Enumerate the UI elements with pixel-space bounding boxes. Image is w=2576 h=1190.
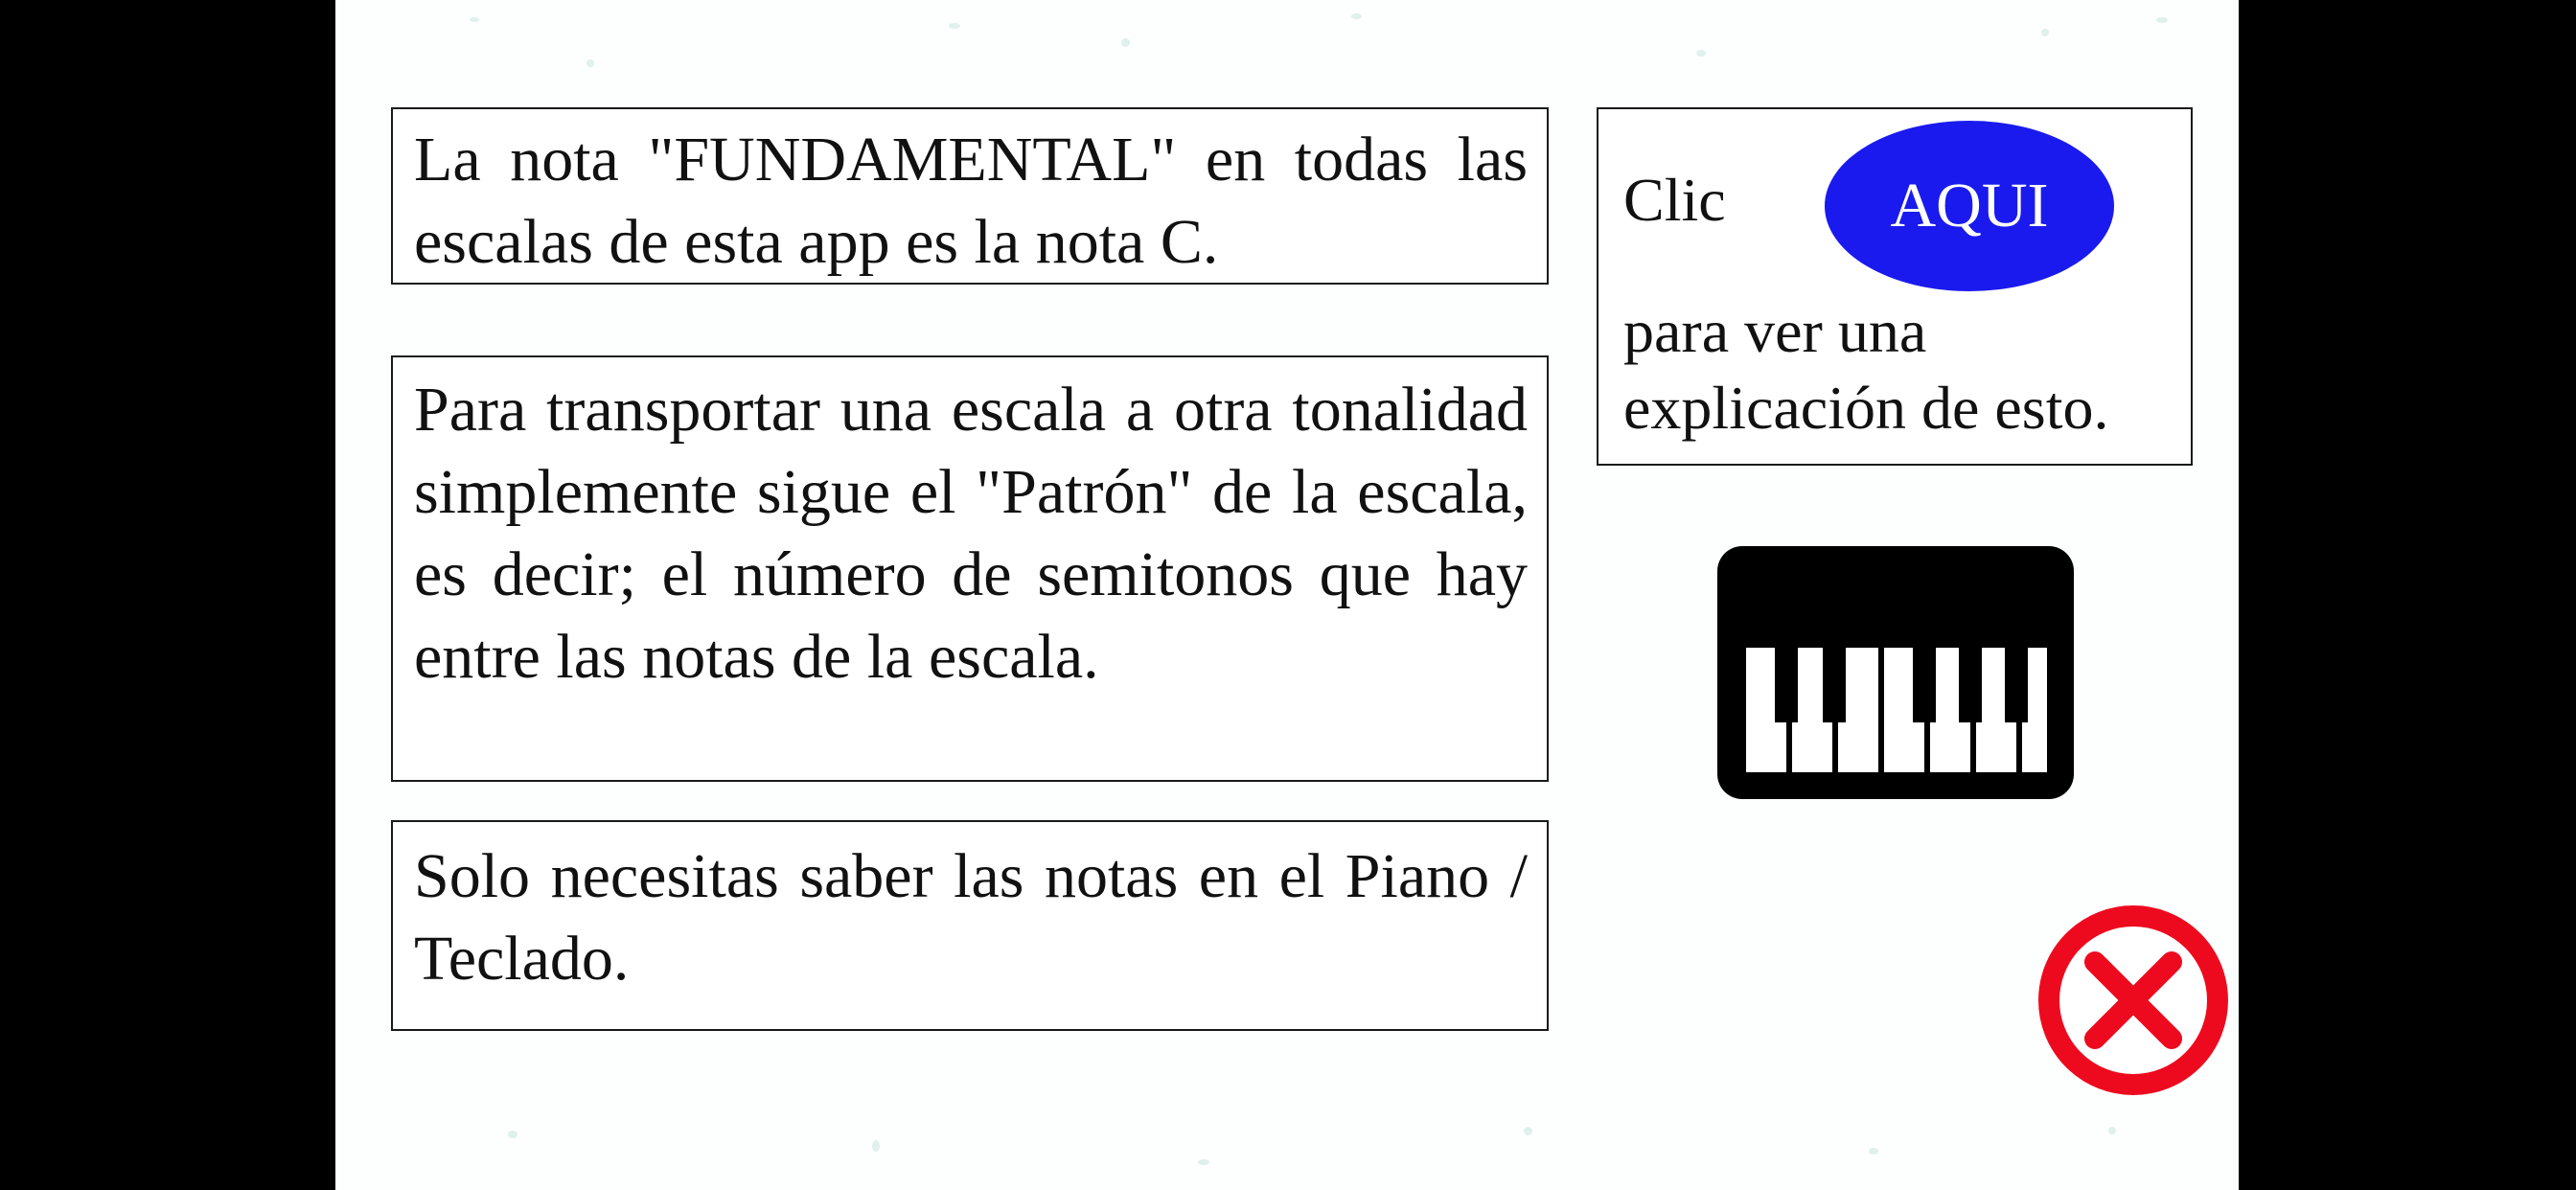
explanation-line-1: para ver una [1623,297,1927,365]
background-speckle [1696,50,1706,57]
aqui-button[interactable] [1825,121,2114,291]
piano-keyboard-button[interactable] [1717,546,2074,799]
background-speckle [2041,29,2049,36]
background-speckle [470,17,479,22]
fundamental-note-text: La nota "FUNDAMENTAL" en todas las escalas de esta app es la nota C. [414,125,1528,277]
explanation-line-2: explicación de esto. [1623,374,2109,442]
explanation-card [1597,107,2193,466]
close-button[interactable] [2036,903,2231,1098]
fundamental-note-box [391,107,1549,285]
background-speckle [2156,17,2168,23]
close-x-circle-icon [2036,903,2231,1098]
piano-notes-text: Solo necesitas saber las notas en el Piano / Teclado. [414,841,1528,994]
clic-label: Clic [1623,166,1726,234]
background-speckle [2108,1127,2116,1134]
background-speckle [508,1131,518,1138]
piano-keyboard-icon [1717,546,2074,799]
aqui-button-label: AQUI [1890,171,2049,240]
background-speckle [1351,13,1362,19]
background-speckle [586,59,594,67]
background-speckle [949,23,960,29]
transpose-instructions-box [391,355,1549,782]
background-speckle [1869,1148,1878,1155]
transpose-instructions-text: Para transportar una escala a otra tonalidad simplemente sigue el "Patrón" de la escala, es decir; el número de semitonos que hay entre las notas de la escala. [414,375,1528,692]
background-speckle [1121,38,1130,47]
piano-notes-box [391,820,1549,1031]
background-speckle [1524,1127,1532,1135]
background-speckle [1198,1159,1209,1165]
background-speckle [872,1140,880,1152]
explanation-text [1623,293,2108,446]
